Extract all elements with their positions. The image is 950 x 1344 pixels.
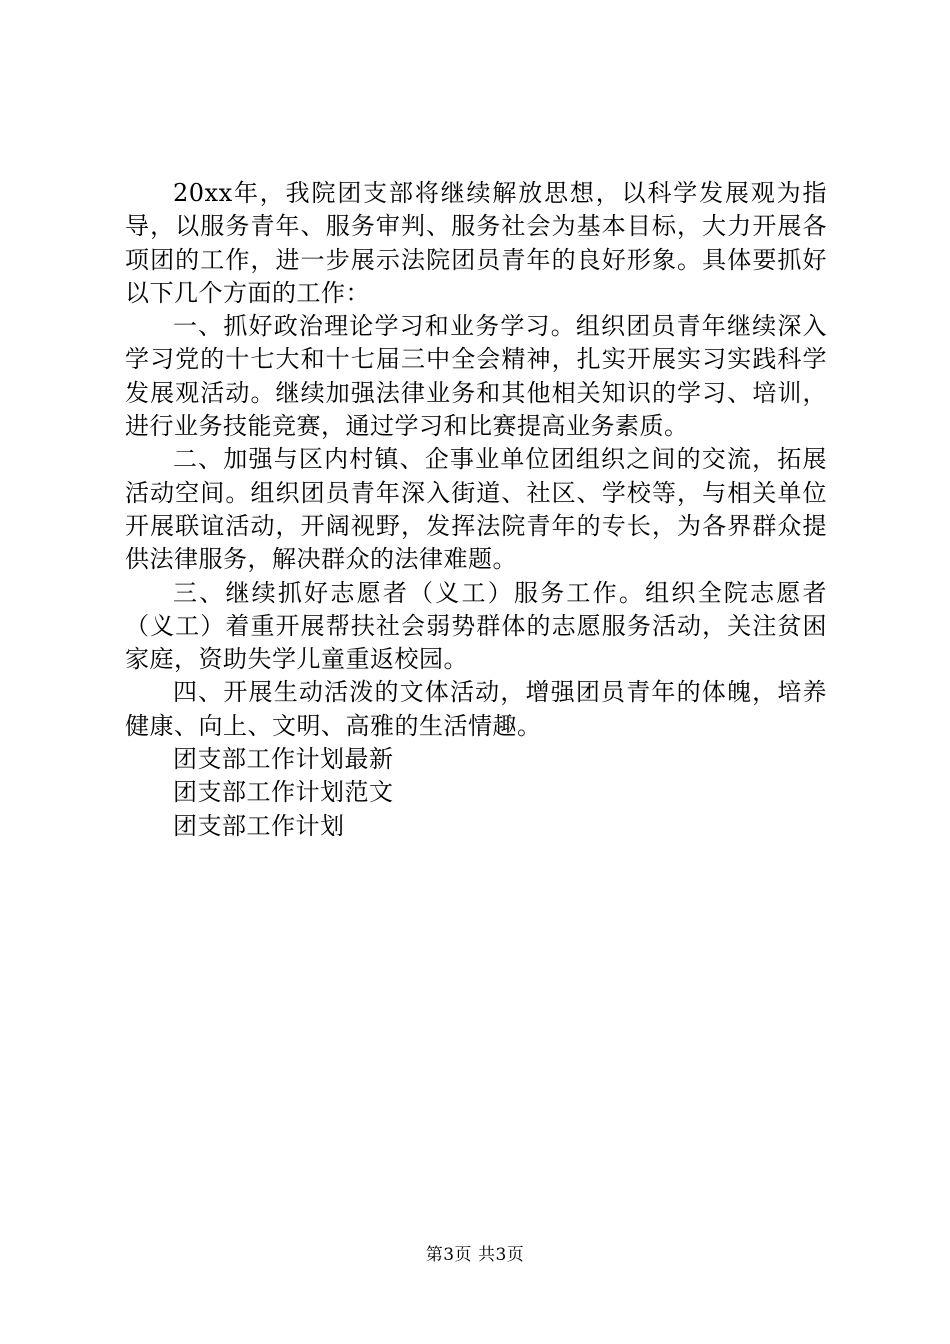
page-footer [0, 1244, 950, 1266]
item-three-paragraph: 三、继续抓好志愿者（义工）服务工作。组织全院志愿者（义工）着重开展帮扶社会弱势群体的志愿服务活动，关注贫困家庭，资助失学儿童重返校园。 [125, 578, 827, 674]
related-title-1: 团支部工作计划最新 [173, 745, 394, 774]
intro-paragraph: 20xx年，我院团支部将继续解放思想，以科学发展观为指导，以服务青年、服务审判、服务社会为基本目标，大力开展各项团的工作，进一步展示法院团员青年的良好形象。具体要抓好以下几个方面的工作： [125, 179, 827, 307]
related-title-3: 团支部工作计划 [173, 811, 345, 840]
page-number: 第3页 共3页 [425, 1245, 525, 1265]
item-two-paragraph: 二、加强与区内村镇、企事业单位团组织之间的交流，拓展活动空间。组织团员青年深入街道、社区、学校等，与相关单位开展联谊活动，开阔视野，发挥法院青年的专长，为各界群众提供法律服务，解决群众的法律难题。 [125, 445, 827, 574]
item-four-paragraph: 四、开展生动活泼的文体活动，增强团员青年的体魄，培养健康、向上、文明、高雅的生活情趣。 [125, 678, 827, 740]
related-title-2: 团支部工作计划范文 [173, 778, 394, 807]
item-one-paragraph: 一、抓好政治理论学习和业务学习。组织团员青年继续深入学习党的十七大和十七届三中全会精神，扎实开展实习实践科学发展观活动。继续加强法律业务和其他相关知识的学习、培训，进行业务技能竞赛，通过学习和比赛提高业务素质。 [125, 312, 827, 441]
document-body [125, 177, 827, 843]
